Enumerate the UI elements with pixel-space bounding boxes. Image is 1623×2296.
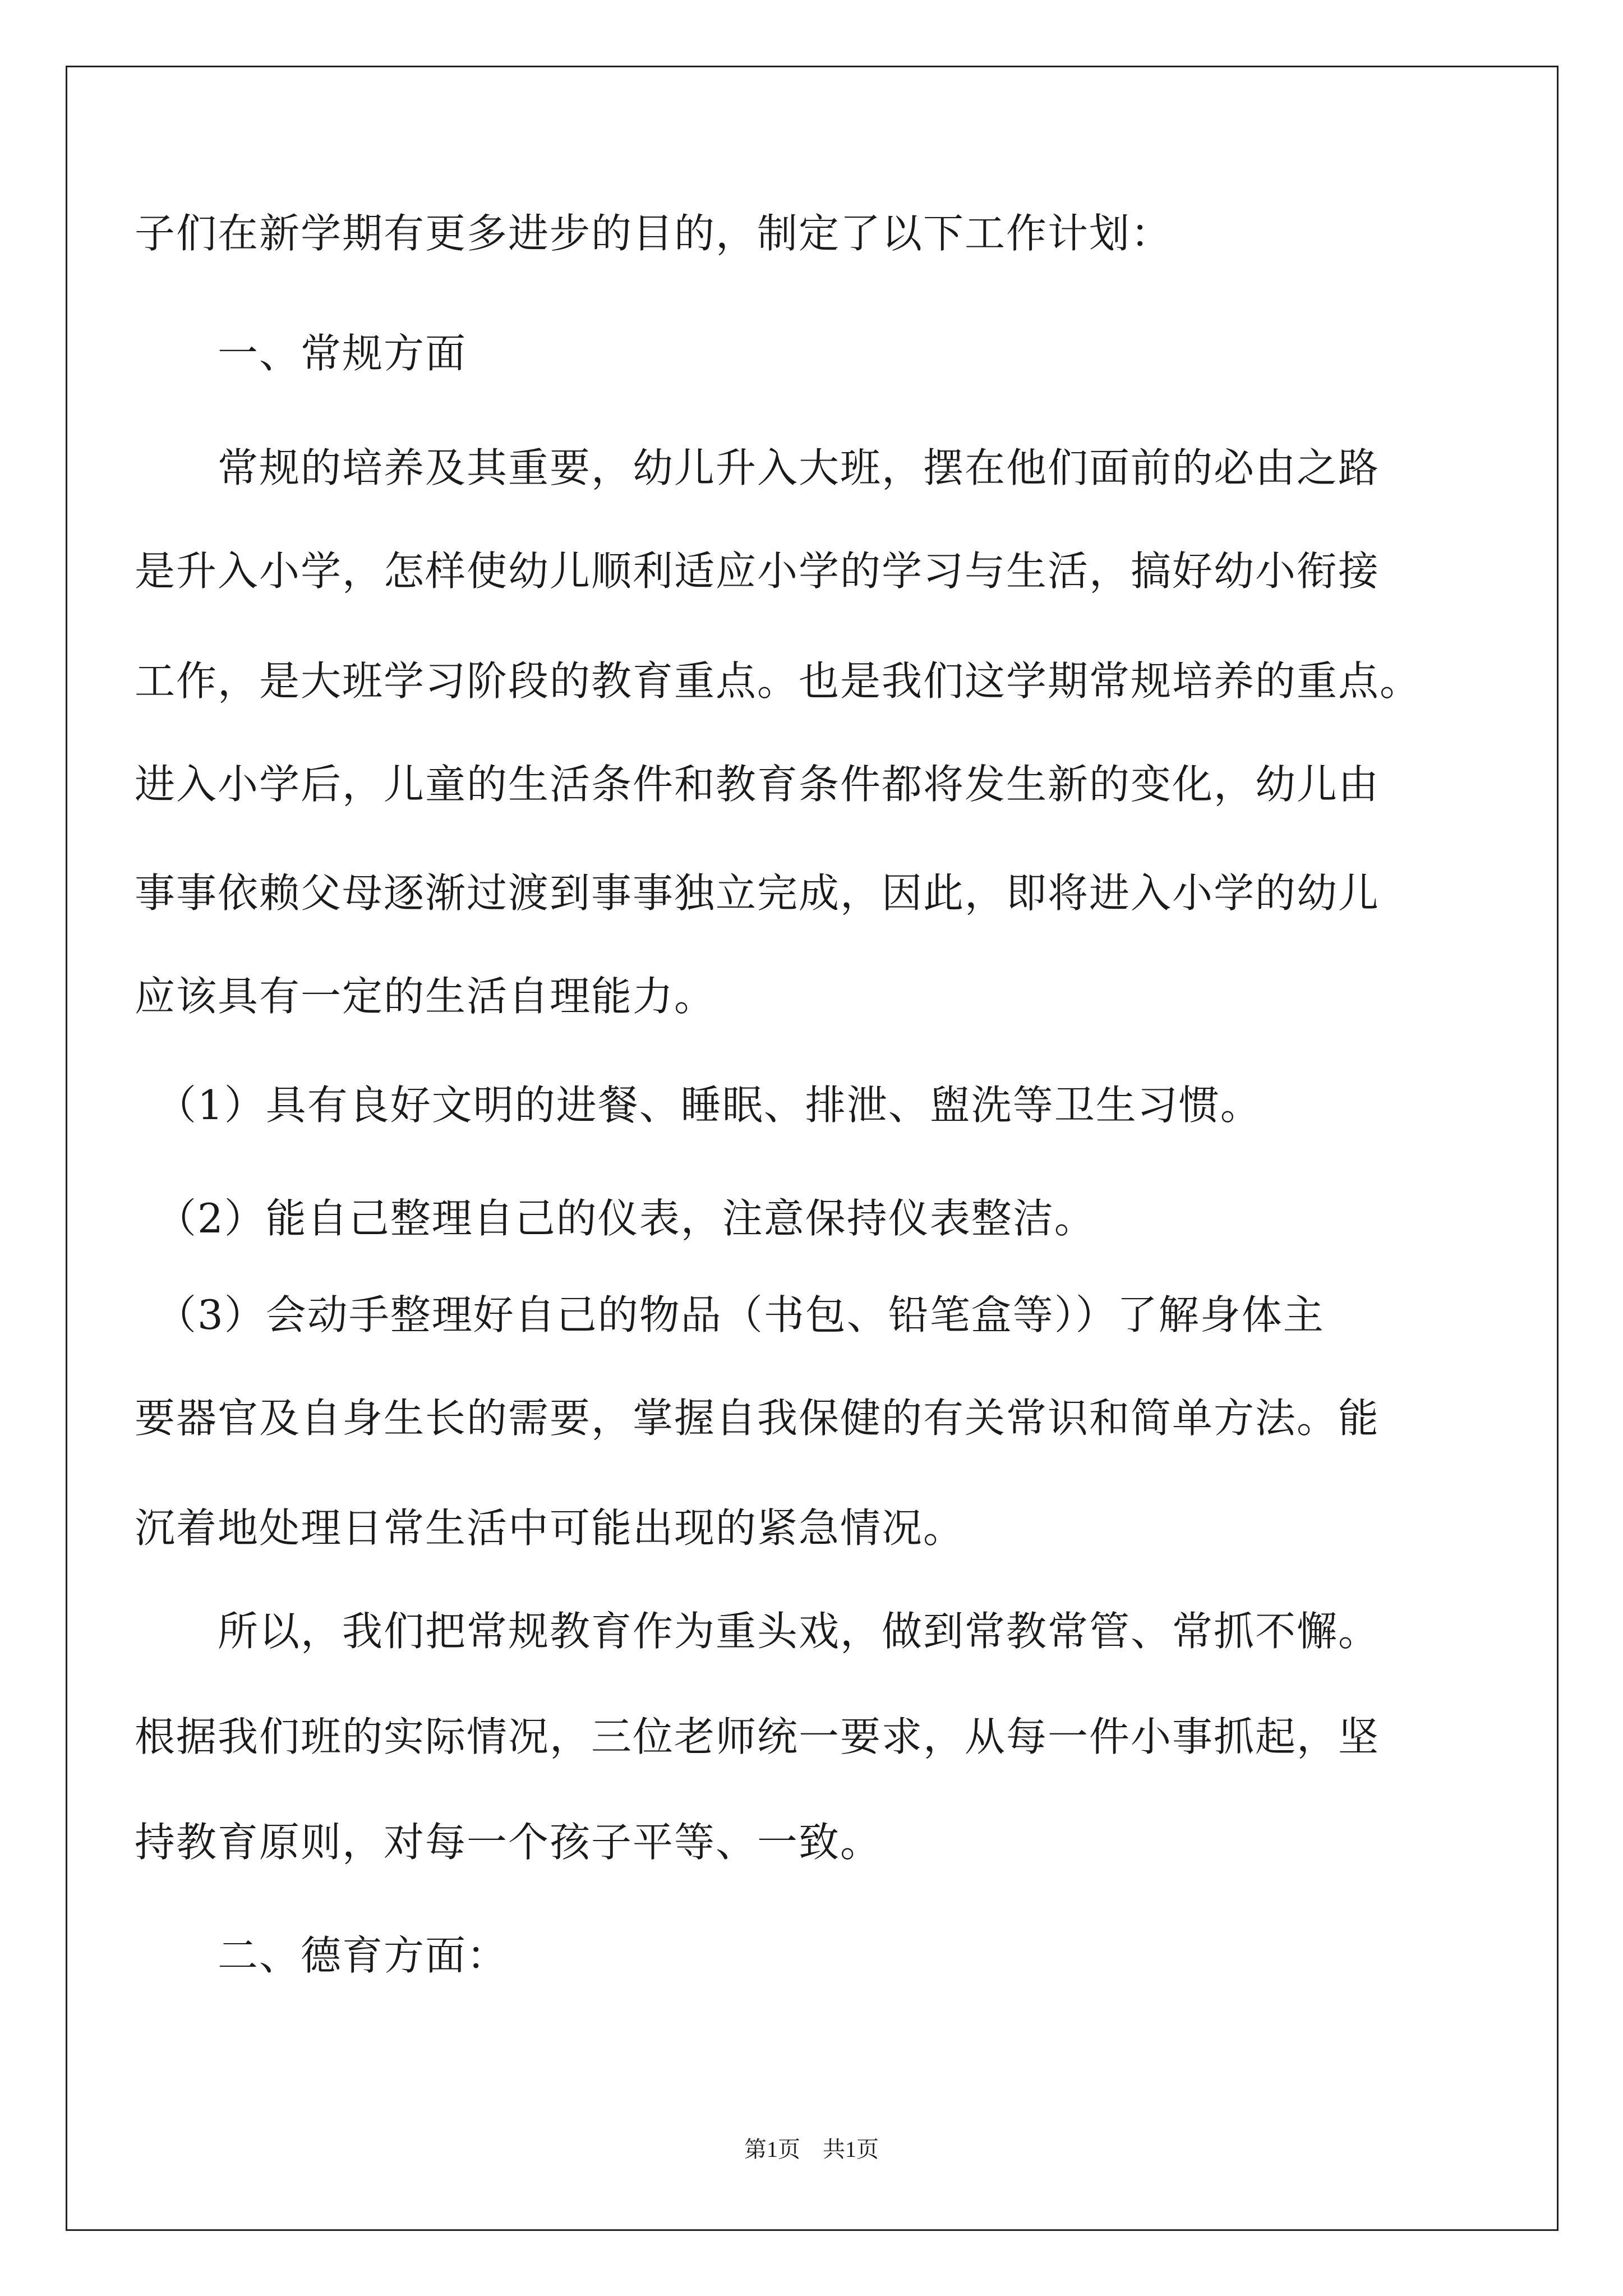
- text-line: 根据我们班的实际情况，三位老师统一要求，从每一件小事抓起，坚: [135, 1713, 1380, 1760]
- text-line: 所以，我们把常规教育作为重头戏，做到常教常管、常抓不懈。: [135, 1608, 1380, 1655]
- text-line: 是升入小学，怎样使幼儿顺利适应小学的学习与生活，搞好幼小衔接: [135, 547, 1380, 595]
- text-line: 要器官及自身生长的需要，掌握自我保健的有关常识和简单方法。能: [135, 1395, 1380, 1442]
- page-number: 第1页 共1页: [744, 2137, 879, 2162]
- section-heading: 二、德育方面：: [135, 1932, 509, 1979]
- text-line: 常规的培养及其重要，幼儿升入大班，摆在他们面前的必由之路: [135, 444, 1380, 491]
- list-item: （1）具有良好文明的进餐、睡眠、排泄、盥洗等卫生习惯。: [135, 1082, 1262, 1129]
- list-item: （3）会动手整理好自己的物品（书包、铅笔盒等））了解身体主: [135, 1291, 1325, 1338]
- section-heading: 一、常规方面: [135, 330, 467, 377]
- text-line: 持教育原则，对每一个孩子平等、一致。: [135, 1819, 882, 1866]
- text-line: 应该具有一定的生活自理能力。: [135, 973, 716, 1020]
- page-border: [66, 66, 1559, 2231]
- text-line: 工作，是大班学习阶段的教育重点。也是我们这学期常规培养的重点。: [135, 657, 1422, 705]
- text-line: 沉着地处理日常生活中可能出现的紧急情况。: [135, 1504, 965, 1552]
- text-line: 进入小学后，儿童的生活条件和教育条件都将发生新的变化，幼儿由: [135, 761, 1380, 808]
- text-line: 子们在新学期有更多进步的目的，制定了以下工作计划：: [135, 210, 1173, 257]
- text-line: 事事依赖父母逐渐过渡到事事独立完成，因此，即将进入小学的幼儿: [135, 869, 1380, 917]
- list-item: （2）能自己整理自己的仪表，注意保持仪表整洁。: [135, 1195, 1096, 1242]
